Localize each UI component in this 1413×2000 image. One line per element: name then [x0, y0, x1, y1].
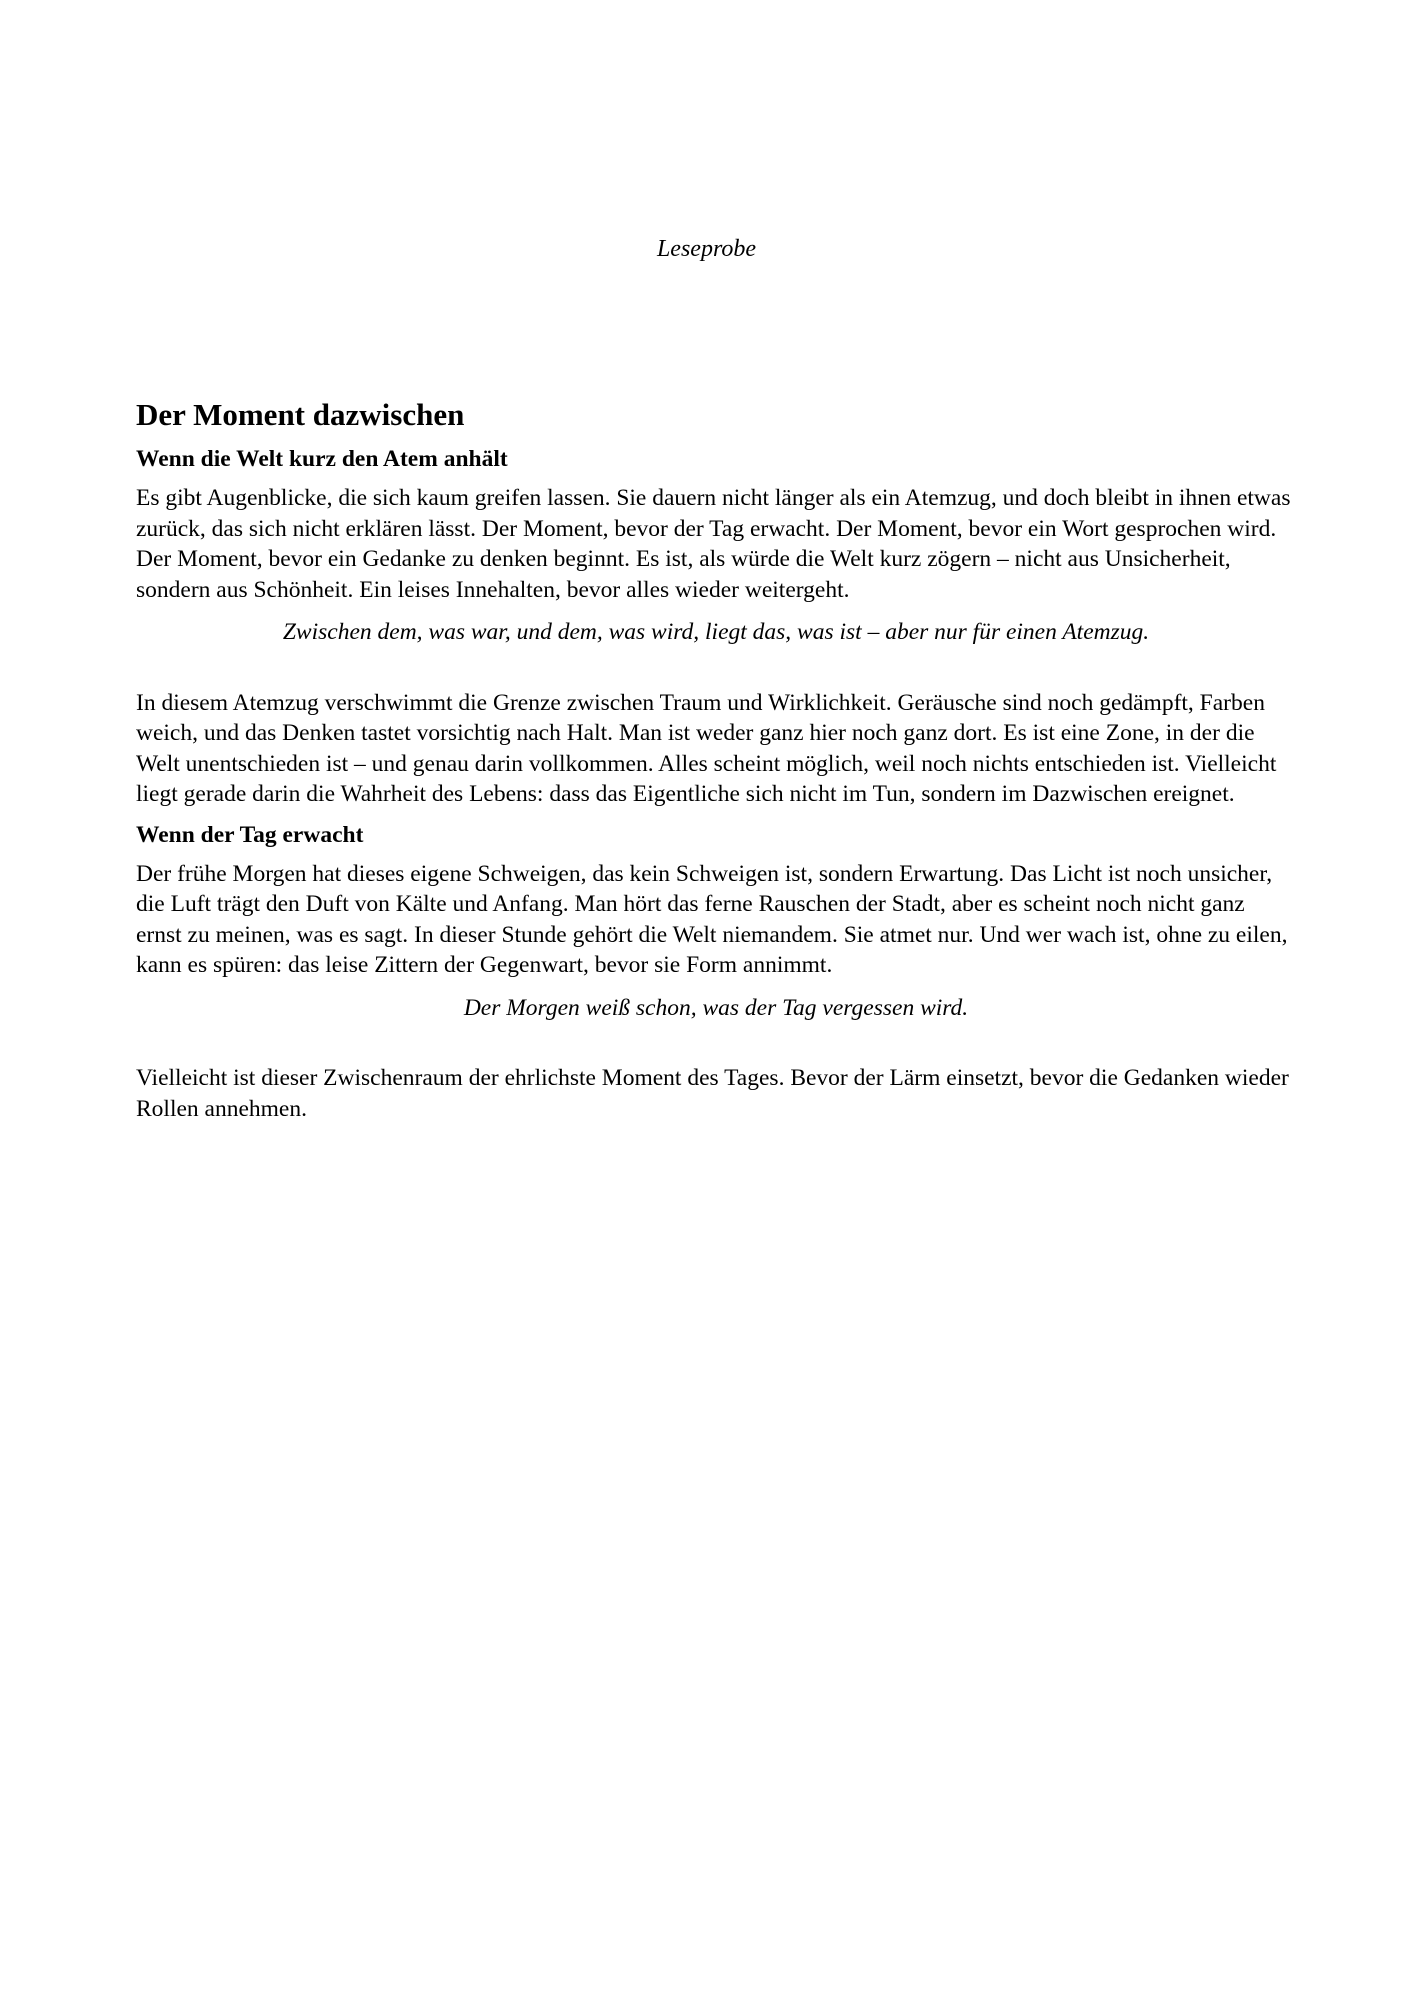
body-paragraph: In diesem Atemzug verschwimmt die Grenze zwischen Traum und Wirklichkeit. Geräusche sind noch gedämpft, Farben weich, und das Denken tastet vorsichtig nach Halt. Man ist weder ganz hier noch ganz dort. Es ist eine Zone, in der die Welt unentschieden ist – und genau darin vollkommen. Alles scheint möglich, weil noch nichts entschieden ist. Vielleicht liegt gerade darin die Wahrheit des Lebens: dass das Eigentliche sich nicht im Tun, sondern im Dazwischen ereignet.	[136, 689, 1277, 807]
section-heading: Wenn der Tag erwacht	[136, 821, 364, 848]
body-paragraph: Es gibt Augenblicke, die sich kaum greifen lassen. Sie dauern nicht länger als ein Atemzug, und doch bleibt in ihnen etwas zurück, das sich nicht erklären lässt. Der Moment, bevor der Tag erwacht. Der Moment, bevor ein Wort gesprochen wird. Der Moment, bevor ein Gedanke zu denken beginnt. Es ist, als würde die Welt kurz zögern – nicht aus Unsicherheit, sondern aus Schönheit. Ein leises Innehalten, bevor alles wieder weitergeht.	[136, 485, 1291, 603]
block-quote: Der Morgen weiß schon, was der Tag vergessen wird.	[463, 994, 969, 1021]
body-paragraph: Vielleicht ist dieser Zwischenraum der ehrlichste Moment des Tages. Bevor der Lärm einsetzt, bevor die Gedanken wieder Rollen annehmen.	[136, 1065, 1289, 1122]
block-quote: Zwischen dem, was war, und dem, was wird, liegt das, was ist – aber nur für einen Atemzug.	[282, 619, 1150, 645]
document-title: Der Moment dazwischen	[136, 397, 465, 432]
section-tag-erwacht	[136, 820, 1296, 1125]
section-welt-atem	[136, 444, 1296, 810]
running-header: Leseprobe	[656, 236, 757, 262]
body-paragraph: Der frühe Morgen hat dieses eigene Schweigen, das kein Schweigen ist, sondern Erwartung. Das Licht ist noch unsicher, die Luft trägt den Duft von Kälte und Anfang. Man hört das ferne Rauschen der Stadt, aber es scheint noch nicht ganz ernst zu meinen, was es sagt. In dieser Stunde gehört die Welt niemandem. Sie atmet nur. Und wer wach ist, ohne zu eilen, kann es spüren: das leise Zittern der Gegenwart, bevor sie Form annimmt.	[136, 860, 1288, 978]
section-heading: Wenn die Welt kurz den Atem anhält	[136, 446, 508, 472]
document-body	[136, 396, 1296, 1134]
